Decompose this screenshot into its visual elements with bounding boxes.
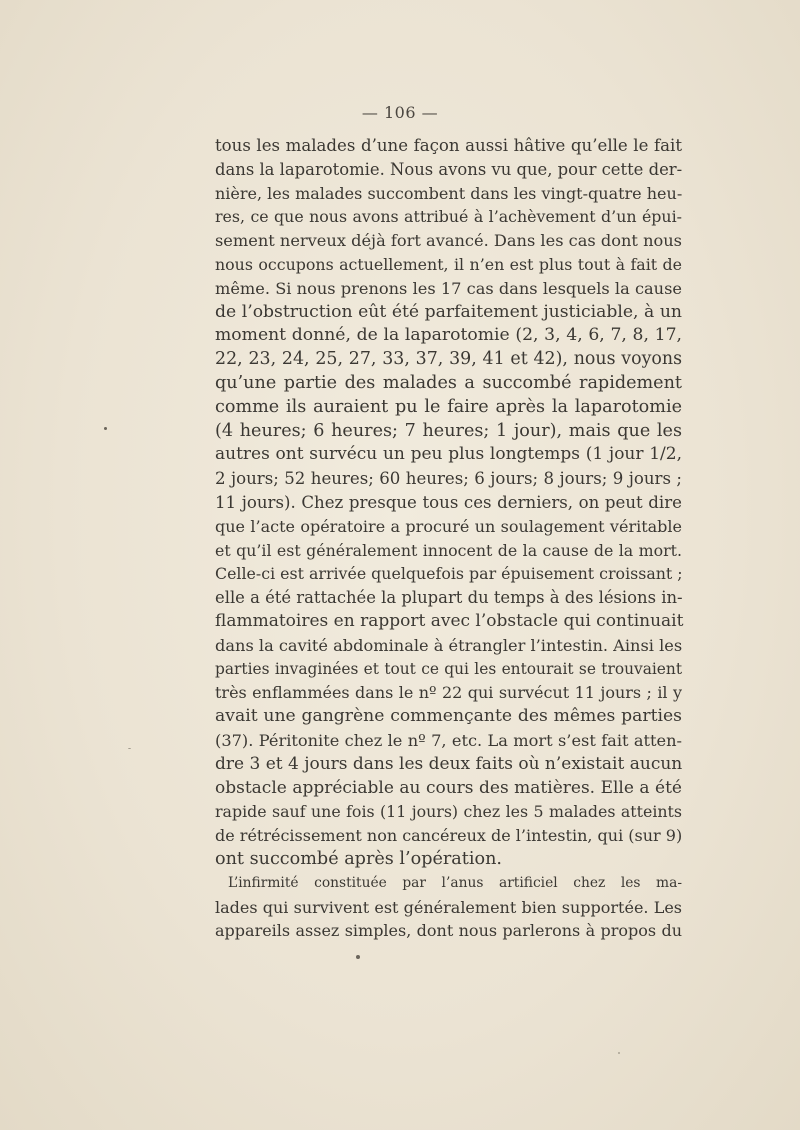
paragraph-start-line: L’infirmité constituée par l’anus artificiel chez les ma-	[228, 874, 682, 891]
text-line: nous occupons actuellement, il n’en est plus tout à fait de	[215, 254, 682, 274]
text-line: même. Si nous prenons les 17 cas dans lesquels la cause	[215, 278, 682, 298]
text-line: moment donné, de la laparotomie (2, 3, 4, 6, 7, 8, 17,	[215, 325, 682, 346]
text-line: de l’obstruction eût été parfaitement justiciable, à un	[215, 301, 682, 322]
text-line: tous les malades d’une façon aussi hâtive qu’elle le fait	[215, 136, 682, 155]
text-line: que l’acte opératoire a procuré un soulagement véritable	[215, 516, 682, 536]
text-line: (4 heures; 6 heures; 7 heures; 1 jour), mais que les	[215, 420, 682, 441]
paper-speck	[128, 748, 131, 749]
text-line: flammatoires en rapport avec l’obstacle qui continuait	[215, 610, 684, 631]
text-line: rapide sauf une fois (11 jours) chez les 5 malades atteints	[215, 802, 682, 822]
text-line: dans la laparotomie. Nous avons vu que, pour cette der-	[215, 159, 683, 179]
text-line: elle a été rattachée la plupart du temps à des lésions in-	[215, 588, 683, 608]
text-line: (37). Péritonite chez le nº 7, etc. La mort s’est fait atten-	[215, 730, 682, 750]
page-number: — 106 —	[361, 103, 439, 122]
text-line: de rétrécissement non cancéreux de l’intestin, qui (sur 9)	[215, 826, 683, 846]
paragraph-end-line: ont succombé après l’opération.	[215, 848, 502, 869]
text-line: autres ont survécu un peu plus longtemps (1 jour 1/2,	[215, 444, 682, 465]
text-line: res, ce que nous avons attribué à l’achèvement d’un épui-	[215, 207, 682, 227]
body-text	[215, 134, 682, 943]
text-line: 2 jours; 52 heures; 60 heures; 6 jours; 8 jours; 9 jours ;	[215, 469, 682, 489]
text-line: nière, les malades succombent dans les vingt-quatre heu-	[215, 183, 683, 203]
text-line: parties invaginées et tout ce qui les entourait se trouvaient	[215, 659, 682, 678]
text-line: 11 jours). Chez presque tous ces derniers, on peut dire	[215, 492, 682, 512]
text-line: et qu’il est généralement innocent de la cause de la mort.	[215, 540, 682, 560]
text-line: comme ils auraient pu le faire après la laparotomie	[215, 396, 682, 417]
text-line: sement nerveux déjà fort avancé. Dans les cas dont nous	[215, 231, 682, 251]
text-line: Celle-ci est arrivée quelquefois par épuisement croissant ;	[215, 564, 683, 584]
text-line: dans la cavité abdominale à étrangler l’intestin. Ainsi les	[215, 635, 683, 655]
text-line: appareils assez simples, dont nous parlerons à propos du	[215, 921, 682, 941]
text-line: dre 3 et 4 jours dans les deux faits où n’existait aucun	[215, 753, 683, 774]
paper-speck	[104, 427, 107, 430]
paper-speck	[618, 1052, 620, 1054]
text-line: 22, 23, 24, 25, 27, 33, 37, 39, 41 et 42), nous voyons	[215, 349, 682, 370]
paper-speck	[356, 955, 360, 959]
text-line: très enflammées dans le nº 22 qui survécut 11 jours ; il y	[215, 683, 682, 703]
text-line: qu’une partie des malades a succombé rapidement	[215, 372, 682, 393]
text-line: lades qui survivent est généralement bien supportée. Les	[215, 897, 682, 917]
text-line: avait une gangrène commençante des mêmes parties	[215, 706, 682, 727]
text-line: obstacle appréciable au cours des matières. Elle a été	[215, 777, 682, 798]
